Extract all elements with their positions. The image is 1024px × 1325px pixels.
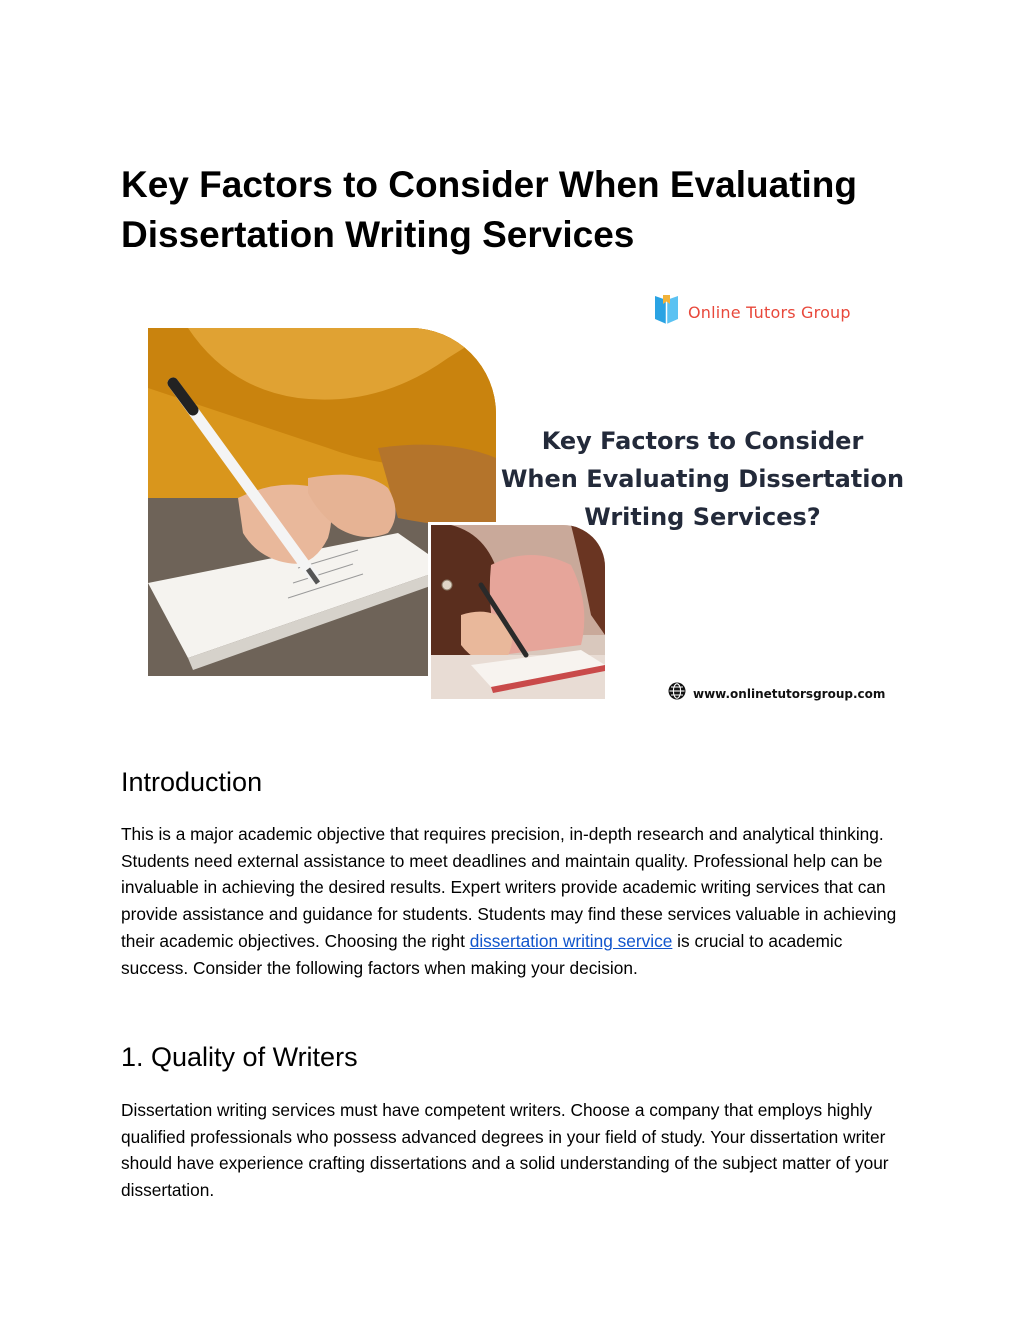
brand-name: Online Tutors Group	[688, 303, 851, 322]
dissertation-writing-service-link[interactable]: dissertation writing service	[469, 930, 673, 951]
heading-quality-of-writers: 1. Quality of Writers	[121, 1042, 358, 1072]
heading-introduction: Introduction	[121, 767, 263, 797]
brand-logo	[653, 295, 851, 330]
open-book-logo-icon	[653, 295, 680, 330]
website-url-text: www.onlinetutorsgroup.com	[693, 686, 886, 701]
banner-heading: Key Factors to Consider When Evaluating Dissertation Writing Services?	[500, 427, 905, 531]
paragraph-quality-of-writers: Dissertation writing services must have competent writers. Choose a company that employs highly qualified professionals who possess advanced degrees in your field of study. Your dissertation writer should have experience crafting dissertations and a solid understanding of the subject matter of your dissertation.	[121, 1100, 889, 1201]
website-url	[668, 682, 885, 702]
intro-text-part-2: is crucial to academic success. Consider the following factors when making your decision.	[121, 930, 843, 978]
intro-text-part-1: This is a major academic objective that requires precision, in-depth research and analytical thinking. Students need external assistance to meet deadlines and maintain quality. Professional help can be invaluable in achieving the desired results. Expert writers provide academic writing services that can provide assistance and guidance for students. Students may find these services valuable in achieving their academic objectives. Choosing the right	[121, 824, 897, 951]
globe-icon	[668, 682, 686, 702]
writing-photo-small	[431, 525, 605, 699]
paragraph-introduction	[121, 821, 911, 981]
document-title: Key Factors to Consider When Evaluating Dissertation Writing Services	[121, 164, 858, 255]
article-banner-image	[148, 290, 908, 702]
